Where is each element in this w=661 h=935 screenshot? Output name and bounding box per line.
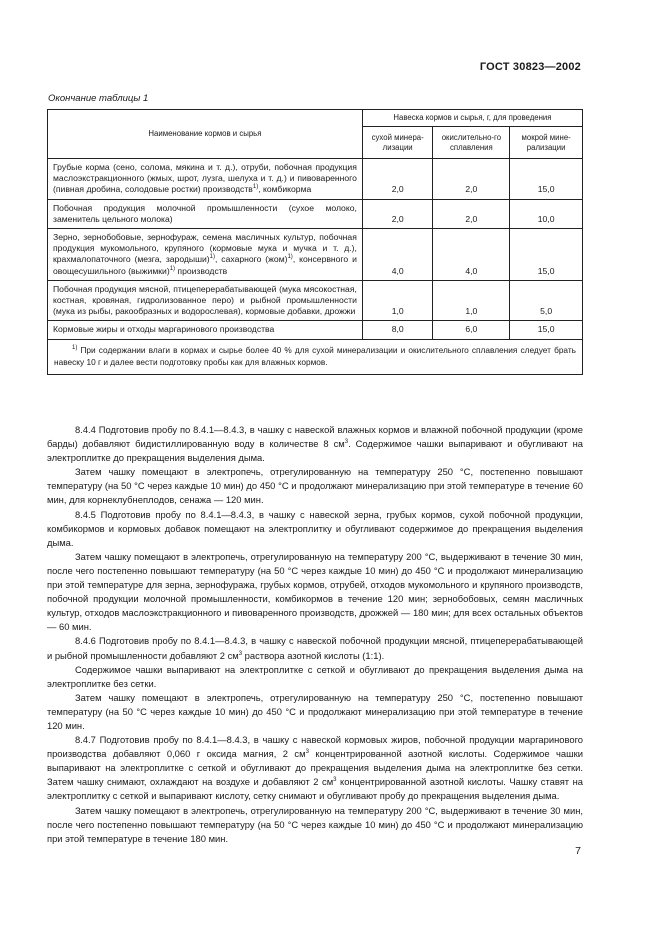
column-header-oxidative: окислительно-го сплавления — [433, 127, 510, 159]
paragraph: Содержимое чашки выпаривают на электроплитке с сеткой и обугливают до прекращения выделения дыма на электроплитке без сетки. — [47, 663, 583, 689]
page-number: 7 — [575, 845, 581, 857]
value-wet: 10,0 — [510, 199, 583, 228]
row-name: Побочная продукция молочной промышленности (сухое молоко, заменитель цельного молока) — [48, 199, 363, 228]
value-wet: 5,0 — [510, 280, 583, 321]
table-row — [48, 321, 583, 339]
footnote-ref: 1) — [209, 254, 216, 261]
paragraph: Затем чашку помещают в электропечь, отрегулированную на температуру 200 °С, выдерживают в течение 30 мин, после чего постепенно повышают температуру (на 50 °С через каждые 10 мин) до 450 °С и продолжают минерализацию при этой температуре в течение 180 мин. — [47, 804, 583, 844]
table-caption: Окончание таблицы 1 — [48, 93, 149, 104]
value-dry: 4,0 — [362, 229, 433, 281]
paragraph: Затем чашку помещают в электропечь, отрегулированную на температуру 250 °С, постепенно повышают температуру (на 50 °С через каждые 10 мин) до 450 °С и продолжают минерализацию при этой температуре в течение 120 мин. — [47, 691, 583, 731]
column-header-name: Наименование кормов и сырья — [48, 110, 363, 159]
row-name: Кормовые жиры и отходы маргаринового производства — [48, 321, 363, 339]
column-header-wet: мокрой мине-рализации — [510, 127, 583, 159]
paragraph: 8.4.7 Подготовив пробу по 8.4.1—8.4.3, в чашку с навеской кормовых жиров, побочной продукции маргаринового производства добавляют 0,060 г оксида магния, 2 $см^3$ концентрированной азотной кислоты. Содержимое чашки выпаривают на электроплитке с сеткой и обугливают до прекращения выделения дыма на электроплитке без сетки. Затем чашку снимают, охлаждают на воздухе и добавляют 2 $см^3$ концентрированной азотной кислоты. Чашку ставят на электроплитку с сеткой и выпаривают кислоту, сетку снимают и обугливают пробу до прекращения выделения дыма. — [47, 734, 583, 802]
value-oxidative: 2,0 — [433, 199, 510, 228]
table-row — [48, 199, 583, 228]
table-row — [48, 229, 583, 281]
table-row — [48, 159, 583, 200]
footnote-ref: 1) — [252, 184, 259, 191]
document-header: ГОСТ 30823—2002 — [479, 61, 581, 73]
value-oxidative: 2,0 — [433, 159, 510, 200]
table-footnote-row — [48, 339, 583, 374]
value-oxidative: 6,0 — [433, 321, 510, 339]
value-dry: 2,0 — [362, 159, 433, 200]
value-dry: 8,0 — [362, 321, 433, 339]
footnote-mark: 1) — [72, 344, 78, 351]
table-row — [48, 280, 583, 321]
row-name: Грубые корма (сено, солома, мякина и т. д.), отруби, побочная продукция маслоэкстракционного (жмых, шрот, лузга, шелуха и т. д.) и пивоваренного (пивная дробина, солодовые ростки) производств$^{1)}$, комбикорма — [48, 159, 363, 200]
value-wet: 15,0 — [510, 159, 583, 200]
footnote-ref: 1) — [169, 265, 176, 272]
column-header-dry: сухой минера-лизации — [362, 127, 433, 159]
value-dry: 1,0 — [362, 280, 433, 321]
value-dry: 2,0 — [362, 199, 433, 228]
row-name: Зерно, зернобобовые, зернофураж, семена масличных культур, побочная продукция мукомольного, крупяного (кормовые мука и мучка и т. д.), крахмалопаточного (мезга, зародыши)$^{1)}$, сахарного (жом)$^{1)}$, консервного и овощесушильного (выжимки)$^{1)}$ производств — [48, 229, 363, 281]
table-footnote: $^{1)}$ При содержании влаги в кормах и сырье более 40 % для сухой минерализации и окислительного сплавления следует брать навеску 10 г и далее вести подготовку пробы как для влажных кормов. — [48, 339, 583, 374]
body-text — [47, 423, 583, 846]
value-wet: 15,0 — [510, 321, 583, 339]
row-name: Побочная продукция мясной, птицеперерабатывающей (мука мясокостная, костная, кровяная, гидролизованное перо) и рыбной промышленности (мука из рыбы, ракообразных и водорослевая), кормовые добавки, дрожжи — [48, 280, 363, 321]
value-oxidative: 1,0 — [433, 280, 510, 321]
column-group-header: Навеска кормов и сырья, г, для проведения — [362, 110, 582, 127]
table-header-row — [48, 110, 583, 127]
value-wet: 15,0 — [510, 229, 583, 281]
paragraph: Затем чашку помещают в электропечь, отрегулированную на температуру 200 °С, выдерживают в течение 30 мин, после чего постепенно повышают температуру (на 50 °С через каждые 10 мин) до 450 °С и продолжают минерализацию при этой температуре для зерна, зернофуража, грубых кормов, отрубей, отходов мукомольного и крупяного производств, побочной продукции молочной промышленности, комбикормов в течение 120 мин; зернобобовых, семян масличных культур, отходов маслоэкстракционного и пивоваренного производств, дрожжей — 180 мин; для всех остальных объектов — 60 мин. — [47, 550, 583, 633]
paragraph: 8.4.5 Подготовив пробу по 8.4.1—8.4.3, в чашку с навеской зерна, грубых кормов, сухой побочной продукции, комбикормов и кормовых добавок помещают на электроплитку и обугливают содержимое до прекращения выделения дыма. — [47, 508, 583, 548]
value-oxidative: 4,0 — [433, 229, 510, 281]
footnote-ref: 1) — [287, 254, 293, 261]
paragraph: Затем чашку помещают в электропечь, отрегулированную на температуру 250 °С, постепенно повышают температуру (на 50 °С через каждые 10 мин) до 450 °С и продолжают минерализацию при этой температуре в течение 60 мин, для корнеклубнеплодов, сенажа — 120 мин. — [47, 466, 583, 506]
feed-sample-table — [47, 109, 583, 375]
paragraph: 8.4.4 Подготовив пробу по 8.4.1—8.4.3, в чашку с навеской влажных кормов и влажной побочной продукции (кроме барды) добавляют бидистиллированную воду в количестве 8 $см^3$. Содержимое чашки выпаривают и обугливают на электроплитке до прекращения выделения дыма. — [47, 424, 583, 464]
paragraph: 8.4.6 Подготовив пробу по 8.4.1—8.4.3, в чашку с навеской побочной продукции мясной, птицеперерабатывающей и рыбной промышленности добавляют 2 $см^3$ раствора азотной кислоты (1:1). — [47, 635, 583, 661]
